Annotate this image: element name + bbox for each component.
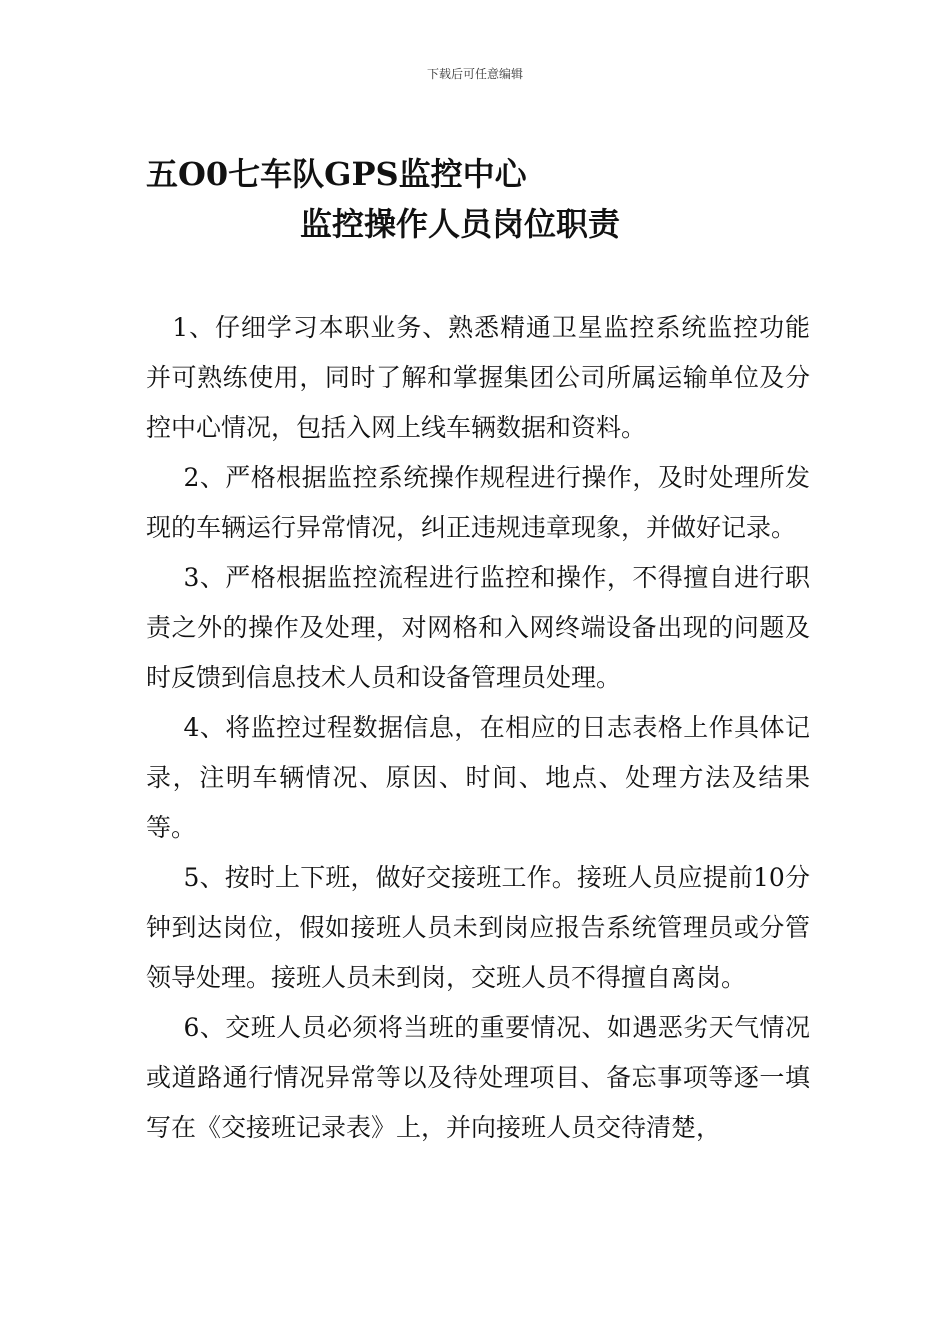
duty-item-2: 2、严格根据监控系统操作规程进行操作，及时处理所发现的车辆运行异常情况，纠正违规违章现象，并做好记录。 bbox=[146, 463, 810, 542]
duty-item-6: 6、交班人员必须将当班的重要情况、如遇恶劣天气情况或道路通行情况异常等以及待处理项目、备忘事项等逐一填写在《交接班记录表》上，并向接班人员交待清楚， bbox=[146, 1013, 810, 1142]
header-note: 下载后可任意编辑 bbox=[426, 67, 523, 81]
duty-item-5: 5、按时上下班，做好交接班工作。接班人员应提前10分钟到达岗位，假如接班人员未到岗应报告系统管理员或分管领导处理。接班人员未到岗，交班人员不得擅自离岗。 bbox=[146, 863, 810, 992]
duty-item-4: 4、将监控过程数据信息，在相应的日志表格上作具体记录，注明车辆情况、原因、时间、地点、处理方法及结果等。 bbox=[146, 713, 810, 842]
duty-item-1: 1、仔细学习本职业务、熟悉精通卫星监控系统监控功能并可熟练使用，同时了解和掌握集团公司所属运输单位及分控中心情况，包括入网上线车辆数据和资料。 bbox=[146, 313, 810, 442]
duty-item-3: 3、严格根据监控流程进行监控和操作，不得擅自进行职责之外的操作及处理，对网格和入网终端设备出现的问题及时反馈到信息技术人员和设备管理员处理。 bbox=[146, 563, 810, 692]
document-title-line-2: 监控操作人员岗位职责 bbox=[300, 205, 621, 243]
document-body bbox=[146, 303, 810, 1153]
document-title-line-1: 五O0七车队GPS监控中心 bbox=[146, 155, 527, 193]
